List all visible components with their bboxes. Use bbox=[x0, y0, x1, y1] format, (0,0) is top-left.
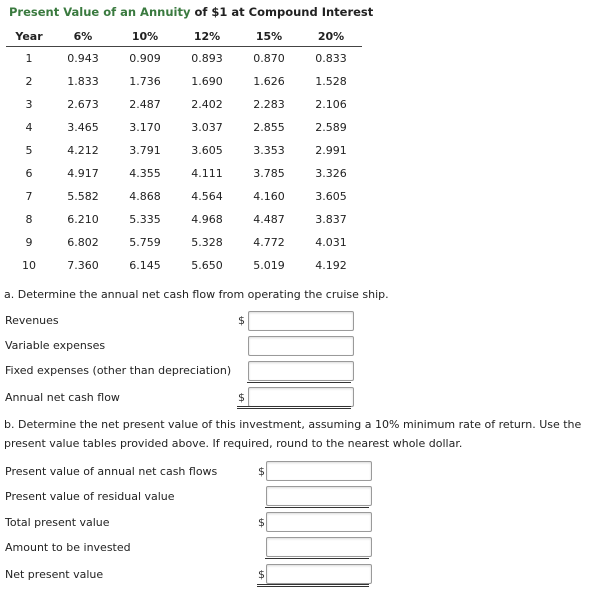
label-revenues: Revenues bbox=[5, 314, 59, 327]
factor-cell: 3.791 bbox=[129, 144, 161, 157]
table-row bbox=[6, 47, 362, 71]
factor-cell: 3.785 bbox=[253, 167, 285, 180]
year-cell: 3 bbox=[25, 98, 33, 111]
annual-net-cash-flow-dollar-sign: $ bbox=[238, 391, 245, 404]
pv-residual-value-input[interactable] bbox=[266, 486, 372, 506]
factor-cell: 2.106 bbox=[315, 98, 347, 111]
subtotal-rule-a bbox=[247, 382, 351, 383]
factor-cell: 4.212 bbox=[67, 144, 99, 157]
factor-cell: 3.605 bbox=[315, 190, 347, 203]
factor-cell: 4.111 bbox=[191, 167, 223, 180]
factor-cell: 1.626 bbox=[253, 75, 285, 88]
header-rate-12: 12% bbox=[176, 26, 238, 47]
label-pv-annual-net-cash-flows: Present value of annual net cash flows bbox=[5, 465, 218, 478]
factor-cell: 0.870 bbox=[253, 52, 285, 65]
table-body bbox=[6, 47, 362, 278]
factor-cell: 4.355 bbox=[129, 167, 161, 180]
factor-cell: 4.968 bbox=[191, 213, 223, 226]
factor-cell: 5.335 bbox=[129, 213, 161, 226]
factor-cell: 4.564 bbox=[191, 190, 223, 203]
year-cell: 9 bbox=[25, 236, 33, 249]
table-row bbox=[6, 231, 362, 254]
factor-cell: 5.759 bbox=[129, 236, 161, 249]
factor-cell: 4.031 bbox=[315, 236, 347, 249]
label-variable-expenses: Variable expenses bbox=[5, 339, 106, 352]
factor-cell: 0.893 bbox=[191, 52, 223, 65]
table-row bbox=[6, 208, 362, 231]
factor-cell: 2.589 bbox=[315, 121, 347, 134]
part-a-question: a. Determine the annual net cash flow from operating the cruise ship. bbox=[4, 288, 389, 301]
fixed-expenses-input[interactable] bbox=[248, 361, 354, 381]
year-cell: 10 bbox=[22, 259, 36, 272]
amount-to-be-invested-input[interactable] bbox=[266, 537, 372, 557]
factor-cell: 3.037 bbox=[191, 121, 223, 134]
year-cell: 8 bbox=[25, 213, 33, 226]
table-row bbox=[6, 185, 362, 208]
factor-cell: 4.917 bbox=[67, 167, 99, 180]
factor-cell: 2.283 bbox=[253, 98, 285, 111]
factor-cell: 3.605 bbox=[191, 144, 223, 157]
table-row bbox=[6, 254, 362, 277]
factor-cell: 1.736 bbox=[129, 75, 161, 88]
table-title-rest: of $1 at Compound Interest bbox=[190, 5, 374, 19]
year-cell: 5 bbox=[25, 144, 33, 157]
header-rate-10: 10% bbox=[114, 26, 176, 47]
factor-cell: 3.465 bbox=[67, 121, 99, 134]
factor-cell: 5.650 bbox=[191, 259, 223, 272]
factor-cell: 2.402 bbox=[191, 98, 223, 111]
factor-cell: 0.909 bbox=[129, 52, 161, 65]
label-annual-net-cash-flow: Annual net cash flow bbox=[5, 391, 120, 404]
table-title bbox=[9, 5, 373, 19]
npv-dollar-sign: $ bbox=[258, 568, 265, 581]
year-cell: 1 bbox=[25, 52, 33, 65]
year-cell: 7 bbox=[25, 190, 33, 203]
factor-cell: 5.328 bbox=[191, 236, 223, 249]
subtotal-rule-b2 bbox=[265, 558, 369, 559]
factor-cell: 2.673 bbox=[67, 98, 99, 111]
year-cell: 6 bbox=[25, 167, 33, 180]
factor-cell: 0.833 bbox=[315, 52, 347, 65]
table-row bbox=[6, 162, 362, 185]
net-present-value-input[interactable] bbox=[266, 564, 372, 584]
factor-cell: 4.772 bbox=[253, 236, 285, 249]
total-rule-a bbox=[237, 406, 351, 409]
present-value-table bbox=[6, 26, 362, 277]
factor-cell: 3.170 bbox=[129, 121, 161, 134]
revenues-input[interactable] bbox=[248, 311, 354, 331]
factor-cell: 1.528 bbox=[315, 75, 347, 88]
total-present-value-input[interactable] bbox=[266, 512, 372, 532]
header-rate-15: 15% bbox=[238, 26, 300, 47]
table-row bbox=[6, 116, 362, 139]
total-rule-b bbox=[257, 584, 369, 587]
table-header-row bbox=[6, 26, 362, 47]
factor-cell: 4.868 bbox=[129, 190, 161, 203]
factor-cell: 3.837 bbox=[315, 213, 347, 226]
year-cell: 4 bbox=[25, 121, 33, 134]
factor-cell: 2.487 bbox=[129, 98, 161, 111]
factor-cell: 5.582 bbox=[67, 190, 99, 203]
header-year: Year bbox=[6, 26, 52, 47]
factor-cell: 4.192 bbox=[315, 259, 347, 272]
table-row bbox=[6, 93, 362, 116]
subtotal-rule-b1 bbox=[265, 507, 369, 508]
factor-cell: 0.943 bbox=[67, 52, 99, 65]
factor-cell: 3.326 bbox=[315, 167, 347, 180]
label-pv-residual-value: Present value of residual value bbox=[5, 490, 175, 503]
label-net-present-value: Net present value bbox=[5, 568, 104, 581]
pv-annual-dollar-sign: $ bbox=[258, 465, 265, 478]
year-cell: 2 bbox=[25, 75, 33, 88]
factor-cell: 6.802 bbox=[67, 236, 99, 249]
pv-annual-net-cash-flows-input[interactable] bbox=[266, 461, 372, 481]
part-b-question: b. Determine the net present value of this investment, assuming a 10% minimum rate of return. Use the present value tables provided above. If required, round to the nearest whole dollar. bbox=[4, 418, 582, 450]
variable-expenses-input[interactable] bbox=[248, 336, 354, 356]
label-total-present-value: Total present value bbox=[5, 516, 110, 529]
label-fixed-expenses: Fixed expenses (other than depreciation) bbox=[5, 364, 232, 377]
table-row bbox=[6, 139, 362, 162]
factor-cell: 6.210 bbox=[67, 213, 99, 226]
annual-net-cash-flow-input[interactable] bbox=[248, 387, 354, 407]
factor-cell: 5.019 bbox=[253, 259, 285, 272]
label-amount-to-be-invested: Amount to be invested bbox=[5, 541, 131, 554]
total-pv-dollar-sign: $ bbox=[258, 516, 265, 529]
factor-cell: 4.160 bbox=[253, 190, 285, 203]
header-rate-6: 6% bbox=[52, 26, 114, 47]
factor-cell: 1.833 bbox=[67, 75, 99, 88]
factor-cell: 4.487 bbox=[253, 213, 285, 226]
factor-cell: 1.690 bbox=[191, 75, 223, 88]
factor-cell: 3.353 bbox=[253, 144, 285, 157]
header-rate-20: 20% bbox=[300, 26, 362, 47]
factor-cell: 2.991 bbox=[315, 144, 347, 157]
factor-cell: 7.360 bbox=[67, 259, 99, 272]
table-row bbox=[6, 70, 362, 93]
revenues-dollar-sign: $ bbox=[238, 314, 245, 327]
factor-cell: 6.145 bbox=[129, 259, 161, 272]
table-title-highlight: Present Value of an Annuity bbox=[9, 5, 191, 19]
factor-cell: 2.855 bbox=[253, 121, 285, 134]
